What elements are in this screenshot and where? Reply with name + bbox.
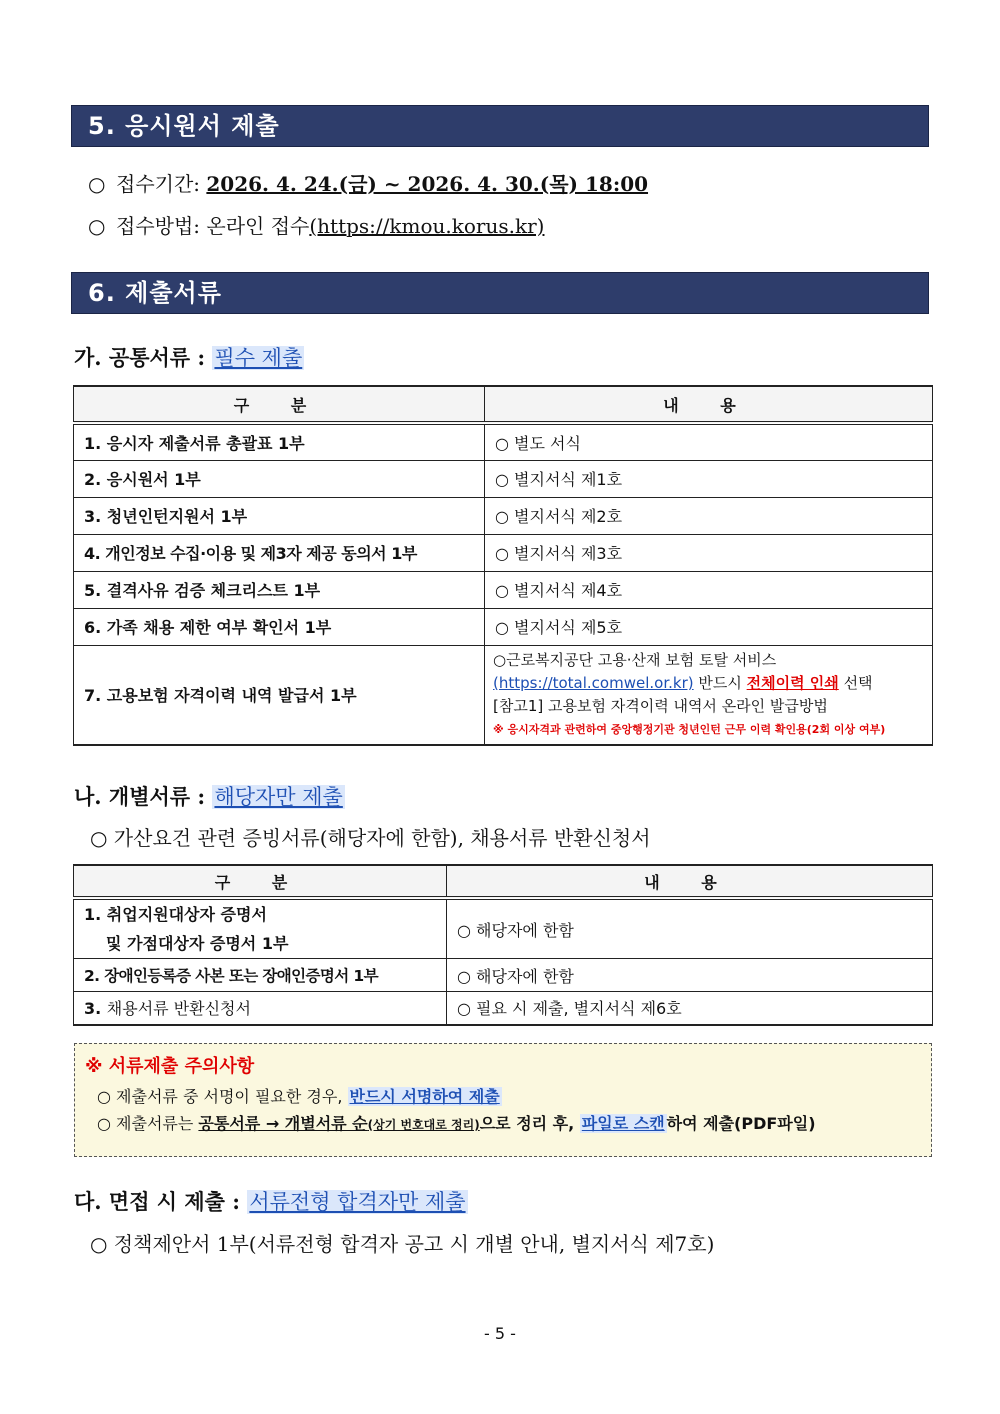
table-row [74, 959, 933, 992]
cell-doc: 4. 개인정보 수집·이용 및 제3자 제공 동의서 1부 [74, 534, 485, 571]
row-number: 3. [84, 999, 107, 1019]
full-history-print: 전체이력 인쇄 [746, 673, 839, 692]
table-row [74, 992, 933, 1025]
red-footnote: ※ 응시자격과 관련하여 중앙행정기관 청년인턴 근무 이력 확인용(2회 이상 여부) [493, 722, 886, 736]
cell-doc: 2. 장애인등록증 사본 또는 장애인증명서 1부 [74, 959, 447, 992]
notice-line-1 [97, 1084, 921, 1107]
page-number: - 5 - [484, 1324, 516, 1343]
notice-text-bold: 으로 정리 후, [479, 1114, 580, 1133]
cell-content: ○ 별지서식 제4호 [485, 571, 933, 608]
must-text: 반드시 [693, 673, 747, 692]
cell-content: ○ 별지서식 제2호 [485, 497, 933, 534]
cell-content: ○ 필요 시 제출, 별지서식 제6호 [447, 992, 933, 1025]
cell-doc-line2: 및 가점대상자 증명서 1부 [106, 934, 289, 953]
cell-doc [74, 992, 447, 1025]
notice-highlight: 반드시 서명하여 제출 [349, 1087, 500, 1106]
cell-doc [74, 898, 447, 959]
interview-docs-text: ○ 정책제안서 1부(서류전형 합격자 공고 시 개별 안내, 별지서식 제7호) [90, 1232, 715, 1256]
bullet-icon: ○ [88, 214, 106, 238]
select-text: 선택 [838, 673, 873, 692]
interview-docs-label: 다. 면접 시 제출 : [74, 1189, 248, 1214]
interview-docs-line [90, 1228, 714, 1257]
cell-content: ○ 해당자에 한함 [447, 898, 933, 959]
common-docs-highlight: 필수 제출 [214, 346, 303, 370]
bullet-icon: ○ [88, 172, 106, 196]
notice-line-2 [97, 1111, 921, 1134]
table-row [74, 898, 933, 959]
table-row [74, 423, 933, 460]
cell-doc: 7. 고용보험 자격이력 내역 발급서 1부 [74, 645, 485, 745]
comwel-service-text: ○근로복지공단 고용·산재 보험 토탈 서비스 [493, 650, 777, 669]
notice-order: 공통서류 → 개별서류 순 [198, 1114, 368, 1133]
receipt-period [88, 168, 648, 197]
common-docs-heading [74, 342, 304, 372]
individual-docs-highlight: 해당자만 제출 [214, 785, 343, 809]
receipt-period-label: 접수기간: [116, 172, 207, 196]
cell-content [485, 645, 933, 745]
cell-content: ○ 별지서식 제5호 [485, 608, 933, 645]
submission-notice-box [74, 1043, 932, 1157]
cell-content: ○ 별지서식 제3호 [485, 534, 933, 571]
table-row [74, 460, 933, 497]
section-5-header [71, 105, 929, 147]
notice-highlight: 파일로 스캔 [581, 1114, 665, 1133]
col-header-category: 구 분 [74, 865, 447, 898]
section-6-title: 6. 제출서류 [88, 279, 222, 307]
comwel-link[interactable]: (https://total.comwel.or.kr) [493, 673, 694, 692]
receipt-method [88, 210, 544, 239]
notice-text: ○ 제출서류는 [97, 1114, 199, 1133]
cell-doc: 5. 결격사유 검증 체크리스트 1부 [74, 571, 485, 608]
interview-docs-highlight: 서류전형 합격자만 제출 [249, 1190, 466, 1214]
receipt-method-label: 접수방법: 온라인 접수 [116, 214, 310, 238]
cell-doc: 6. 가족 채용 제한 여부 확인서 1부 [74, 608, 485, 645]
cell-doc: 2. 응시원서 1부 [74, 460, 485, 497]
individual-docs-label: 나. 개별서류 : [74, 784, 213, 809]
table-row [74, 571, 933, 608]
cell-content: ○ 별지서식 제1호 [485, 460, 933, 497]
notice-text-bold: 하여 제출(PDF파일) [666, 1114, 816, 1133]
reference-note: [참고1] 고용보험 자격이력 내역서 온라인 발급방법 [493, 696, 828, 715]
cell-content: ○ 별도 서식 [485, 423, 933, 460]
interview-docs-heading [74, 1186, 468, 1216]
notice-order-note: (상기 번호대로 정리) [367, 1118, 480, 1132]
cell-doc-line1: 1. 취업지원대상자 증명서 [84, 905, 267, 924]
col-header-content: 내 용 [485, 386, 933, 423]
section-6-header [71, 272, 929, 314]
row-doc-text: 채용서류 반환신청서 [106, 999, 251, 1019]
notice-title: ※ 서류제출 주의사항 [85, 1056, 255, 1077]
common-docs-table [73, 385, 933, 746]
notice-text: ○ 제출서류 중 서명이 필요한 경우, [97, 1087, 348, 1106]
individual-docs-line [90, 822, 651, 851]
receipt-period-value: 2026. 4. 24.(금) ~ 2026. 4. 30.(목) 18:00 [206, 172, 649, 196]
table-row [74, 497, 933, 534]
common-docs-label: 가. 공통서류 : [74, 345, 213, 370]
individual-docs-table [73, 864, 933, 1026]
receipt-url-link[interactable]: (https://kmou.korus.kr) [309, 214, 545, 238]
col-header-content: 내 용 [447, 865, 933, 898]
individual-docs-heading [74, 781, 345, 811]
section-5-title: 5. 응시원서 제출 [88, 112, 280, 140]
table-row [74, 608, 933, 645]
individual-docs-text: ○ 가산요건 관련 증빙서류(해당자에 한함), 채용서류 반환신청서 [90, 826, 651, 850]
cell-doc: 1. 응시자 제출서류 총괄표 1부 [74, 423, 485, 460]
cell-content: ○ 해당자에 한함 [447, 959, 933, 992]
table-row [74, 645, 933, 745]
cell-doc: 3. 청년인턴지원서 1부 [74, 497, 485, 534]
col-header-category: 구 분 [74, 386, 485, 423]
table-row [74, 534, 933, 571]
